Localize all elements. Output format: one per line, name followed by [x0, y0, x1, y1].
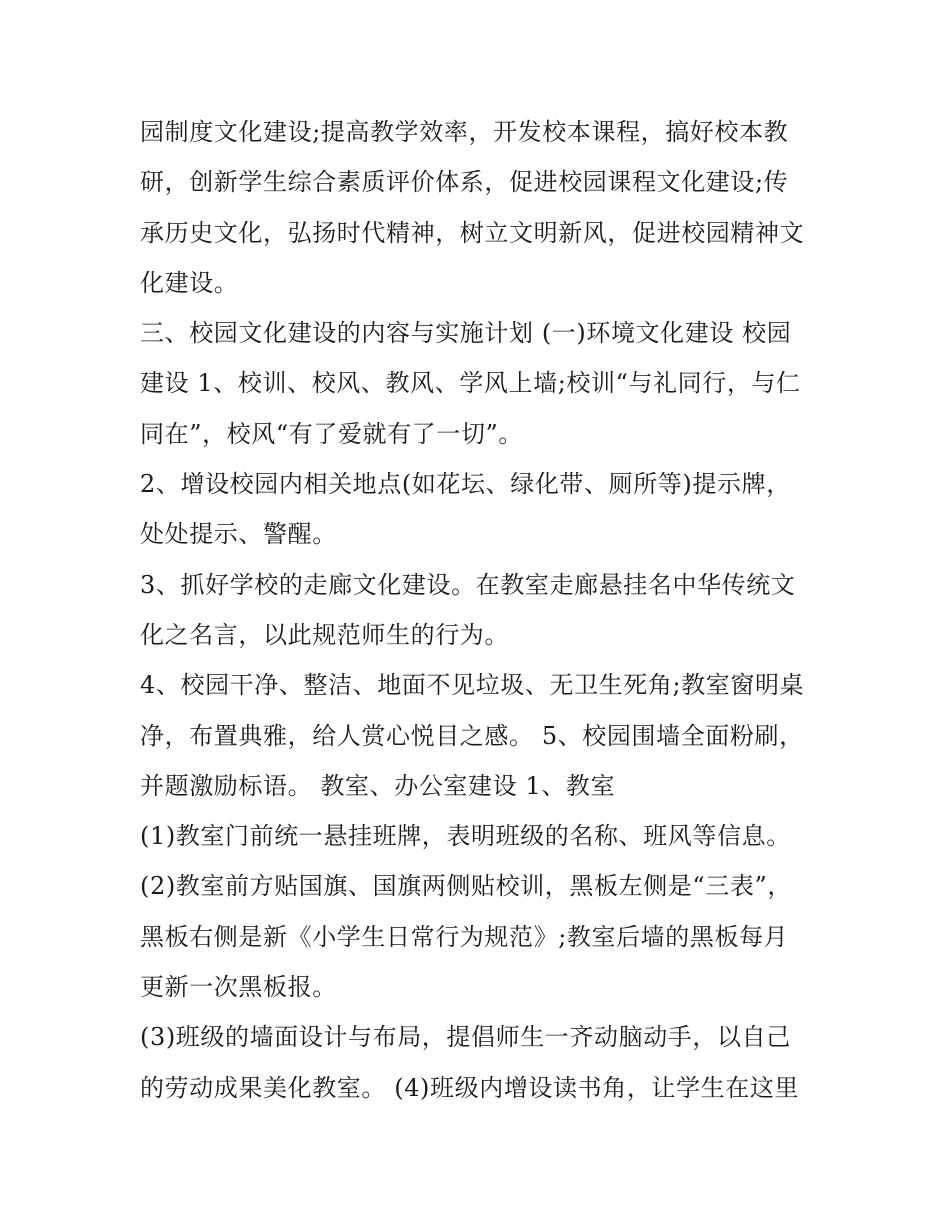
text-line: (2)教室前方贴国旗、国旗两侧贴校训，黑板左侧是“三表”， — [140, 872, 792, 901]
text-line: (3)班级的墙面设计与布局，提倡师生一齐动脑动手，以自己 — [140, 1023, 791, 1052]
text-line: 并题激励标语。 教室、办公室建设 1、教室 — [140, 771, 616, 800]
text-line: 黑板右侧是新《小学生日常行为规范》;教室后墙的黑板每月 — [140, 922, 789, 951]
text-line: 研，创新学生综合素质评价体系，促进校园课程文化建设;传 — [140, 168, 789, 197]
text-line: 2、增设校园内相关地点(如花坛、绿化带、厕所等)提示牌， — [140, 470, 791, 499]
text-line: (1)教室门前统一悬挂班牌，表明班级的名称、班风等信息。 — [140, 822, 791, 851]
text-line: 的劳动成果美化教室。 (4)班级内增设读书角，让学生在这里 — [140, 1073, 800, 1102]
document-body — [140, 107, 820, 1113]
section-heading-line: 三、校园文化建设的内容与实施计划 (一)环境文化建设 校园 — [140, 319, 792, 348]
text-line: 净，布置典雅，给人赏心悦目之感。 5、校园围墙全面粉刷， — [140, 721, 804, 750]
text-line: 3、抓好学校的走廊文化建设。在教室走廊悬挂名中华传统文 — [140, 570, 796, 599]
text-line: 化建设。 — [140, 268, 239, 297]
text-line: 园制度文化建设;提高教学效率，开发校本课程，搞好校本教 — [140, 118, 789, 146]
text-line: 4、校园干净、整洁、地面不见垃圾、无卫生死角;教室窗明桌 — [140, 671, 805, 700]
text-line: 化之名言，以此规范师生的行为。 — [140, 620, 509, 649]
text-line: 处处提示、警醒。 — [140, 520, 337, 549]
text-line: 同在”，校风“有了爱就有了一切”。 — [140, 419, 524, 448]
text-line: 更新一次黑板报。 — [140, 973, 337, 1002]
text-line: 建设 1、校训、校风、教风、学风上墙;校训“与礼同行，与仁 — [140, 369, 801, 398]
text-line: 承历史文化，弘扬时代精神，树立文明新风，促进校园精神文 — [140, 218, 805, 247]
